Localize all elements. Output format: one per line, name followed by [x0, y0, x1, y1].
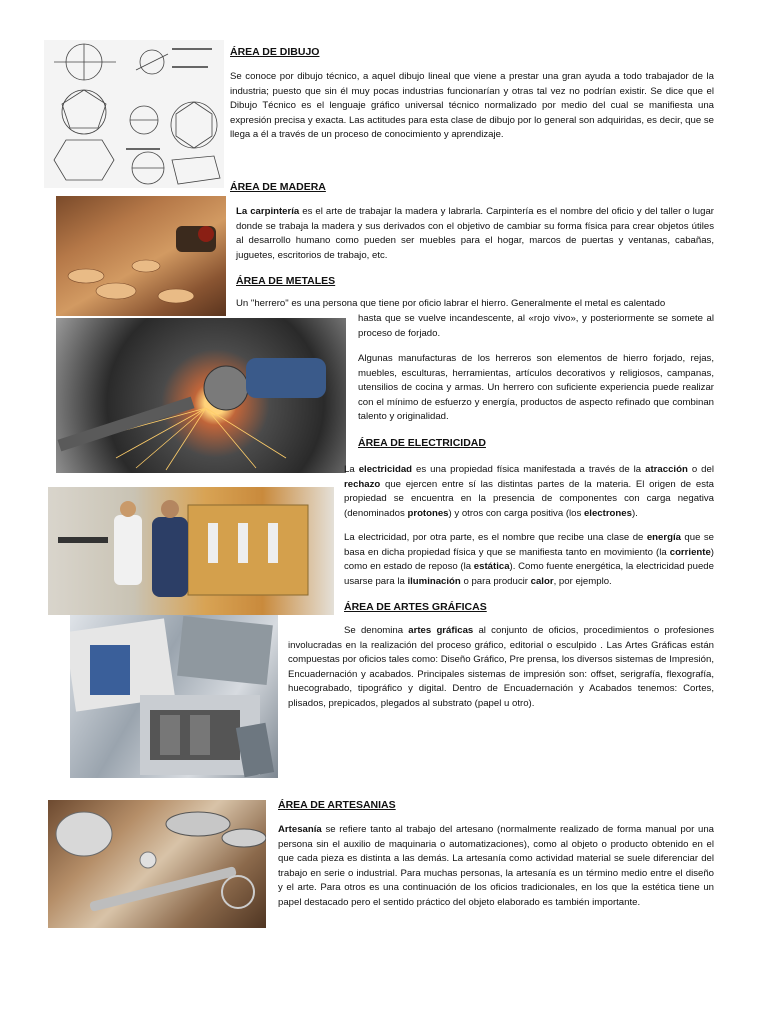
madera-lead: La carpintería [236, 206, 300, 217]
electricidad-title: ÁREA DE ELECTRICIDAD [358, 437, 486, 449]
artesania-body: se refiere tanto al trabajo del artesano (normalmente realizado de forma manual por una persona sin el auxilio de maquinaria o automatizaciones), como al objeto o producto obtenido en el que cada pieza es distinta a las demás. La artesanía como actividad material se suele diferenciar del trabajo en serie o industrial. Para muchas personas, la artesanía es un término medio entre el diseño y el arte. Para otros es una continuación de los oficios tradicionales, en los que la estética tiene un papel destacado pero el sentido práctico del objeto elaborado es también importante. [278, 824, 714, 908]
electricidad-p1-run-0: La [344, 464, 359, 475]
artes-run-0: Se denomina [344, 625, 409, 636]
electricidad-p2-run-0: La electricidad, por otra parte, es el nombre que recibe una clase de [344, 532, 647, 543]
technical-drawing-image [44, 40, 224, 188]
electrical-panels-illustration [48, 487, 334, 615]
silver-crafts-illustration [48, 800, 266, 928]
grinder-sparks-illustration [56, 318, 346, 473]
electricidad-p1-run-3: atracción [645, 464, 688, 475]
dibujo-title: ÁREA DE DIBUJO [230, 46, 320, 58]
madera-text [236, 205, 714, 263]
electricidad-p2-run-3: corriente [669, 546, 711, 558]
madera-title: ÁREA DE MADERA [230, 181, 326, 193]
electricidad-p2-run-7: iluminación [407, 575, 461, 587]
metales-text-p2: Algunas manufacturas de los herreros son elementos de hierro forjado, rejas, muebles, esculturas, herramientas, artículos decorativos y religiosos, campanas, utensilios de cocina y armas. Un herrero con suficiente experiencia puede realizar con el mínimo de esfuerzo y energía, productos de aspecto refinado que combinan talento y originalidad. [358, 353, 714, 423]
electricidad-p2-run-2: que se basa en dicha propiedad física y que se manifiesta tanto en movimiento (la [344, 532, 714, 558]
woodworking-image [56, 196, 226, 316]
electricidad-p1-run-1: electricidad [358, 464, 413, 475]
metales-title: ÁREA DE METALES [236, 275, 336, 287]
wood-shavings-illustration [56, 196, 226, 316]
electricidad-p2-run-4: ) como en estado de reposo (la [344, 546, 714, 573]
artes-text [288, 624, 714, 712]
artes-title: ÁREA DE ARTES GRÁFICAS [344, 601, 487, 613]
artes-run-2: al conjunto de oficios, procedimientos o profesiones involucradas en la realización del proceso gráfico, editorial o esculpido . Las Artes Gráficas están compuestas por oficios tales como: Diseño Gráfico, Pre prensa, los diversos sistemas de Impresión, Encuadernación y acabados. Principales sistemas de impresión son: offset, serigrafía, flexografía, huecograbado, tipográfico y digital. Dentro de Encuadernación y Acabados tenemos: Cortes, plisados, prepicados, plegados al substrato (papel u otro). [288, 625, 714, 709]
geometric-figures-illustration [44, 40, 224, 188]
electricidad-p2-run-1: energía [646, 532, 681, 543]
electrical-lab-image [48, 487, 334, 615]
electricidad-p2-run-8: o para producir [460, 575, 531, 587]
madera-body: es el arte de trabajar la madera y labrarla. Carpintería es el nombre del oficio y del taller o lugar donde se trabaja la madera y sus derivados con el objetivo de cambiar su forma física para crear objetos útiles al desarrollo humano como pueden ser muebles para el hogar, marcos de puertas y ventanas, cabañas, juguetes, escritorios de trabajo, etc. [236, 206, 714, 261]
artesania-text [278, 823, 714, 911]
handicrafts-image [48, 800, 266, 928]
electricidad-text-p1 [344, 463, 714, 521]
artes-run-1: artes gráficas [408, 625, 474, 636]
electricidad-p2-run-9: calor [530, 575, 554, 587]
electricidad-p1-run-10: ). [631, 507, 638, 519]
electricidad-p1-run-5: rechazo [344, 478, 381, 490]
electricidad-p1-run-9: electrones [583, 507, 632, 519]
metalwork-grinder-image [56, 318, 346, 473]
electricidad-p1-run-6: que ejercen entre sí las distintas partes de la materia. El origen de esta propiedad se encuentra en la presencia de componentes con carga negativa (denominados [344, 478, 714, 519]
electricidad-p2-run-10: , por ejemplo. [553, 575, 612, 587]
printing-press-collage-illustration [70, 615, 278, 778]
electricidad-p1-run-8: ) y otros con carga positiva (los [448, 507, 584, 519]
metales-text-line1: Un "herrero" es una persona que tiene por oficio labrar el hierro. Generalmente el metal es calentado [236, 298, 666, 309]
electricidad-text-p2 [344, 531, 714, 589]
electricidad-p1-run-4: o del [687, 464, 714, 475]
dibujo-text: Se conoce por dibujo técnico, a aquel dibujo lineal que viene a prestar una gran ayuda a todo trabajador de la industria; puesto que sin él muy pocas industrias funcionarían y otras tal vez no podrían existir. Se dice que el Dibujo Técnico es el lenguaje gráfico universal técnico normalizado por medio del cual se manifiesta una expresión precisa y exacta. Las actitudes para esta clase de dibujo por lo general son adquiridas, es decir, que se llega a él a través de un proceso de conocimiento y aprendizaje. [230, 71, 714, 141]
artesania-title: ÁREA DE ARTESANIAS [278, 799, 396, 811]
metales-text-line2: hasta que se vuelve incandescente, al «rojo vivo», y posteriormente se somete al proceso de forjado. [358, 313, 714, 339]
electricidad-p1-run-7: protones [407, 507, 449, 519]
printing-press-image [70, 615, 278, 778]
electricidad-p2-run-6: ). Como fuente energética, la electricidad puede usarse para la [344, 561, 714, 587]
electricidad-p2-run-5: estática [473, 561, 510, 573]
artesania-lead: Artesanía [278, 824, 322, 835]
electricidad-p1-run-2: es una propiedad física manifestada a través de la [412, 464, 646, 475]
